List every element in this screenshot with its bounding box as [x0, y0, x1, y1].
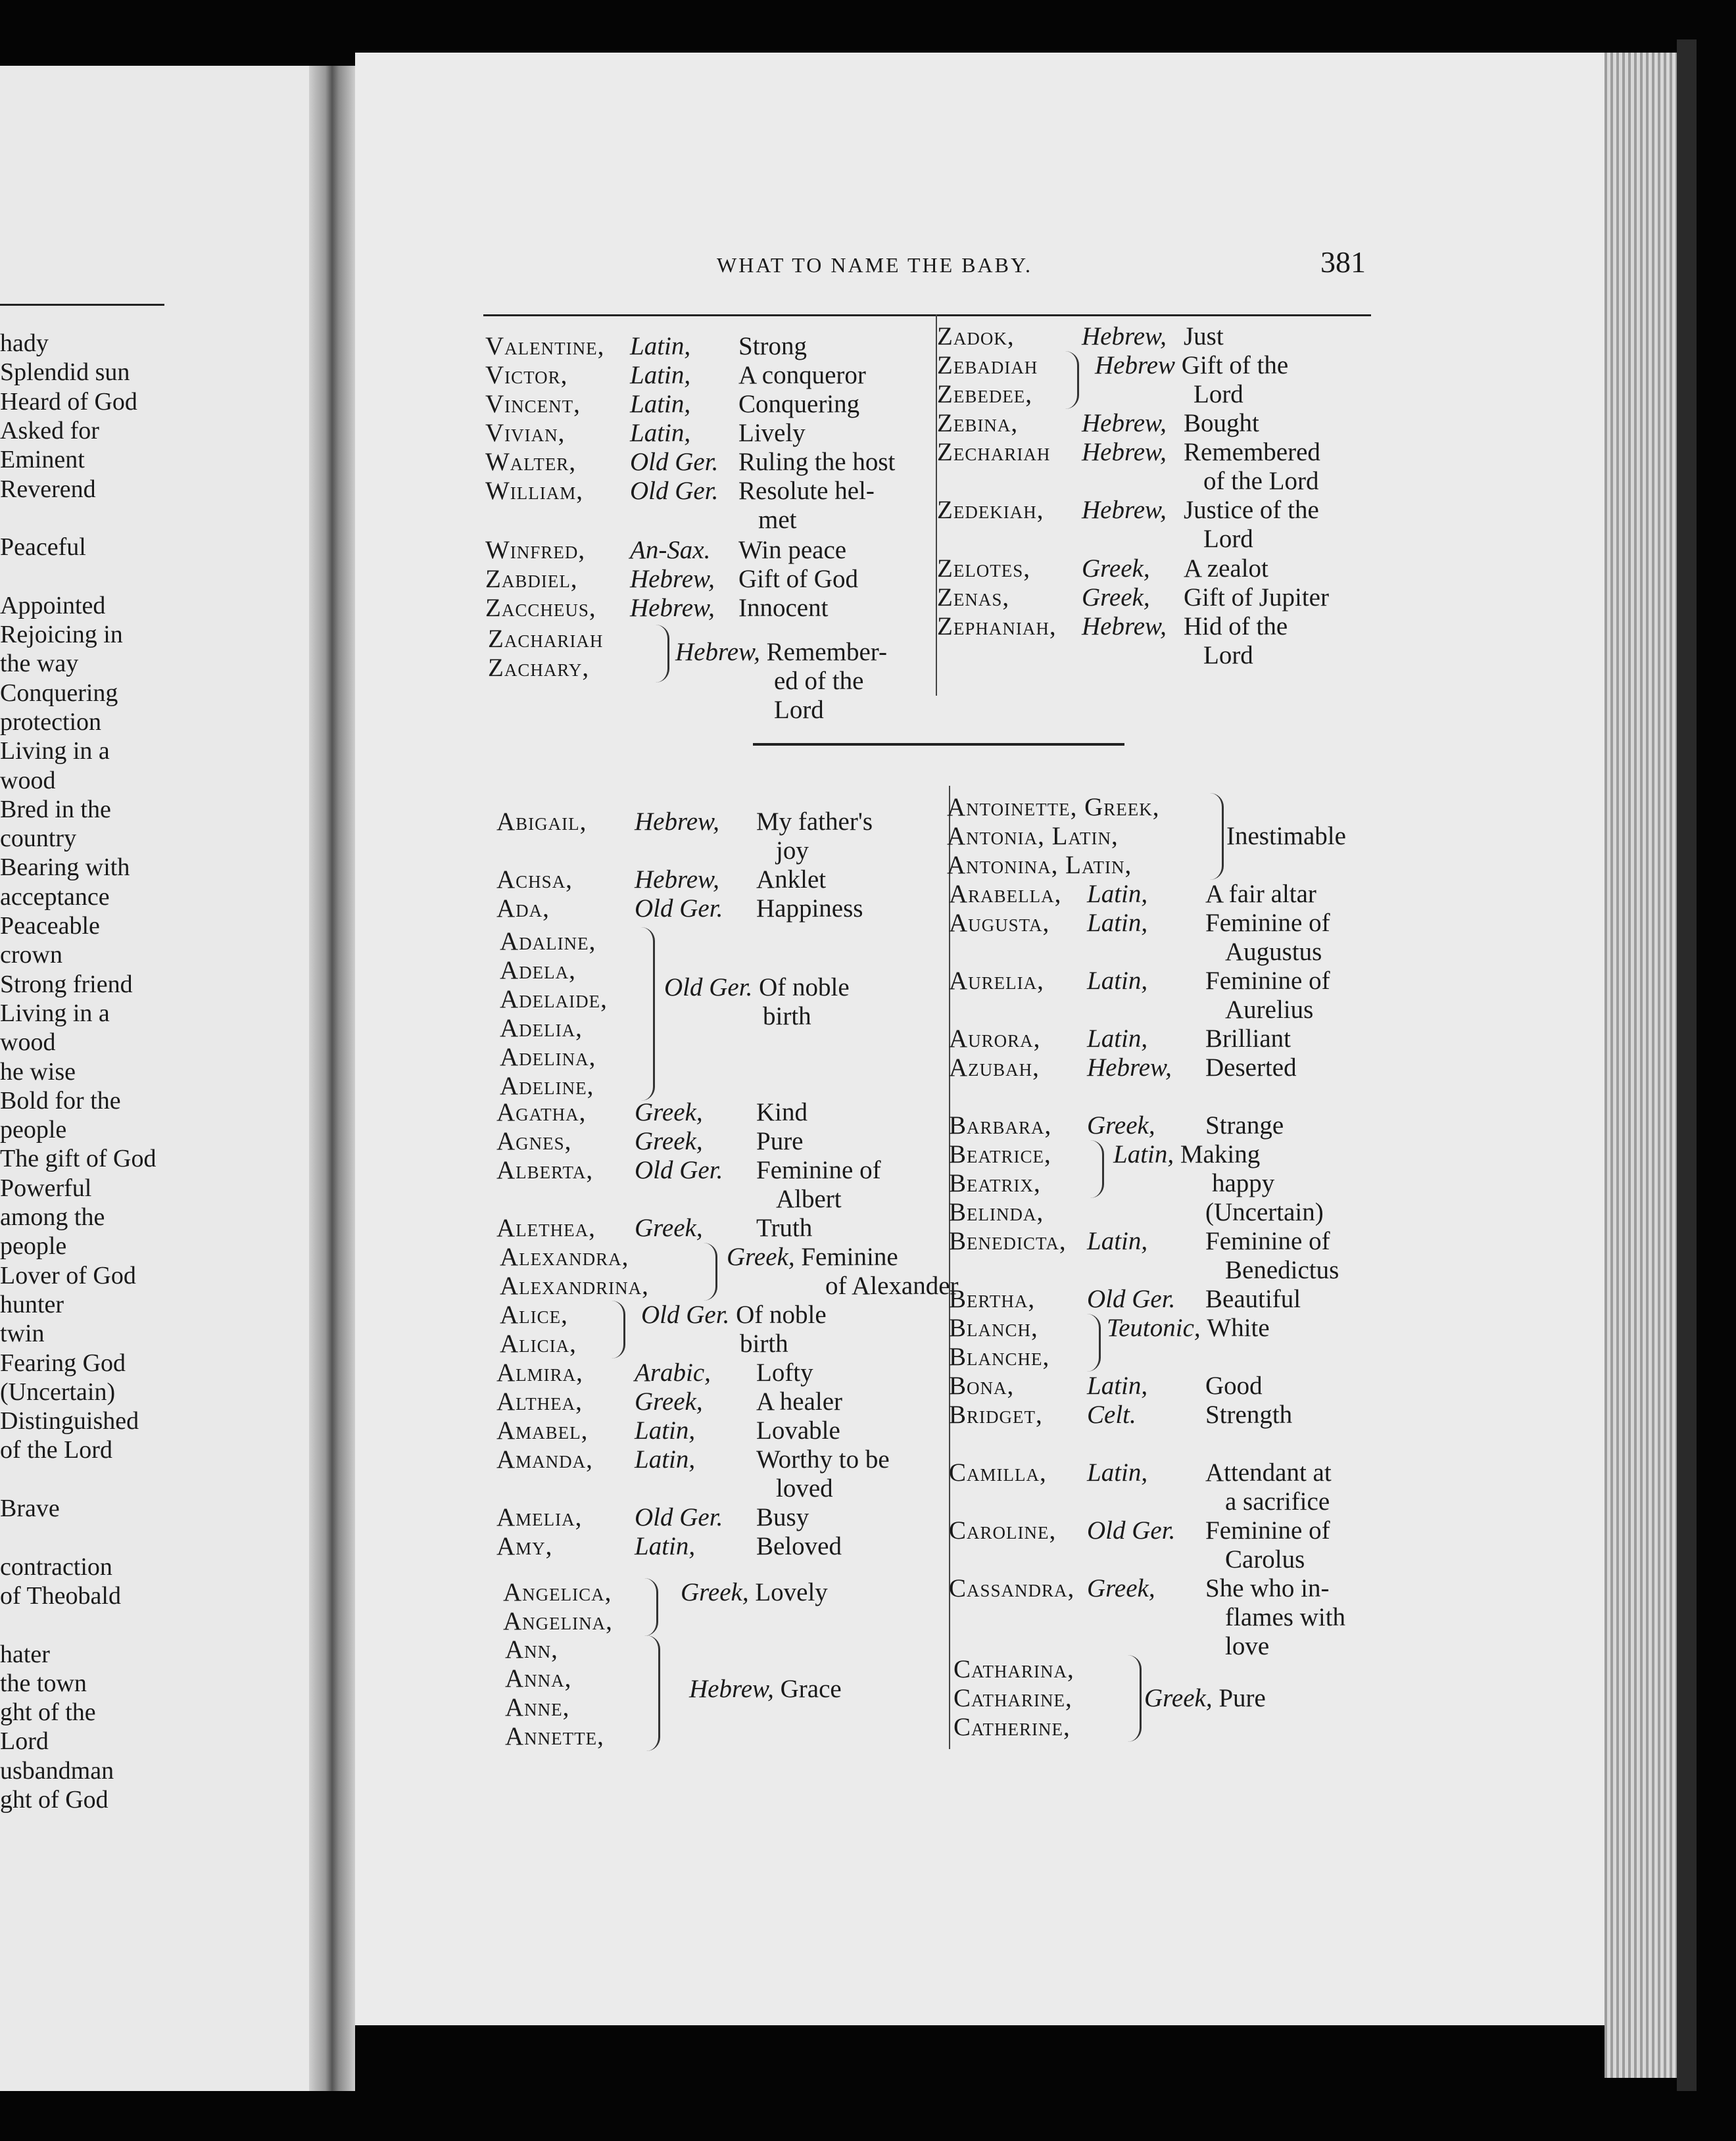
left-page-line: Strong friend: [0, 970, 133, 998]
entry-name: Vincent,: [485, 390, 581, 418]
entry-meaning: a sacrifice: [1225, 1487, 1330, 1516]
entry-origin: An-Sax.: [630, 536, 711, 564]
entry-meaning: Lord: [774, 696, 824, 724]
left-page-line: Distinguished: [0, 1407, 139, 1435]
entry-name: Amelia,: [496, 1503, 583, 1531]
entry-name: Beatrix,: [949, 1169, 1041, 1197]
left-page-line: of Theobald: [0, 1581, 121, 1610]
left-page-line: the town: [0, 1669, 87, 1697]
group-names: [505, 1635, 604, 1751]
entry-meaning: Lord: [1203, 525, 1253, 553]
left-page-line: Conquering: [0, 679, 118, 707]
brace-group: [505, 1635, 842, 1751]
entry-name: Zelotes,: [937, 554, 1031, 583]
entry-meaning: Happiness: [756, 894, 863, 923]
page-edges: [1604, 53, 1677, 2078]
group-names: [500, 927, 608, 1101]
entry-meaning: Gift of God: [738, 565, 858, 593]
entry-name: Adela,: [500, 956, 576, 984]
entry-meaning: ed of the: [774, 667, 864, 695]
entry-origin: Greek,: [1087, 1574, 1155, 1602]
entry-meaning: Lord: [1194, 380, 1243, 408]
entry-name: Amabel,: [496, 1416, 589, 1445]
entry-origin: Latin,: [630, 332, 691, 360]
entry-meaning: Remember-: [766, 638, 887, 666]
left-page-line: Lord: [0, 1727, 49, 1756]
entry-name: Agatha,: [496, 1098, 587, 1126]
left-page-line: acceptance: [0, 882, 110, 911]
entry-origin: Hebrew,: [630, 565, 715, 593]
left-page-line: Fearing God: [0, 1349, 126, 1377]
entry-meaning: Resolute hel-: [738, 477, 875, 505]
brace-glyph: [1087, 1314, 1101, 1372]
entry-name: Angelina,: [503, 1607, 613, 1635]
entry-origin: Hebrew,: [1082, 409, 1167, 437]
entry-name: Zechariah: [937, 438, 1051, 466]
brace-glyph: [644, 1578, 658, 1636]
left-page-line: Brave: [0, 1495, 60, 1522]
entry-origin: Hebrew,: [1087, 1053, 1172, 1082]
entry-name: Zenas,: [937, 583, 1010, 612]
left-page-line: Living in a: [0, 737, 110, 765]
brace-glyph: [656, 625, 669, 683]
group-names: [500, 1243, 649, 1301]
left-page-line: Bearing with: [0, 854, 130, 882]
entry-meaning: Albert: [776, 1185, 842, 1213]
entry-origin: Latin,: [630, 390, 691, 418]
entry-meaning: Beautiful: [1205, 1285, 1301, 1313]
entry-origin: Latin,: [1087, 1227, 1148, 1255]
entry-origin: Old Ger.: [630, 448, 719, 476]
brace-group: [488, 625, 887, 724]
entry-name: Anne,: [505, 1693, 570, 1721]
entry-meaning: Worthy to be: [756, 1445, 890, 1474]
entry-meaning: Pure: [756, 1127, 804, 1155]
entry-meaning: Pure: [1218, 1684, 1266, 1712]
entry-origin: Old Ger.: [1087, 1516, 1176, 1545]
page-number: 381: [1320, 245, 1366, 279]
left-page-line: Appointed: [0, 591, 106, 619]
entry-origin: Greek,: [727, 1243, 802, 1271]
entry-origin: Latin,: [1087, 967, 1148, 995]
entry-name: Agnes,: [496, 1127, 572, 1155]
entry-name: Aurelia,: [949, 967, 1044, 995]
left-page-line: usbandman: [0, 1756, 114, 1785]
entry-meaning: Feminine of: [1205, 1516, 1330, 1545]
brace-group: [949, 1314, 1270, 1372]
entry-meaning: of the Lord: [1203, 467, 1319, 495]
entry-origin: Latin,: [1087, 909, 1148, 937]
entry-name: Zedekiah,: [937, 496, 1044, 524]
entry-origin: Old Ger.: [635, 1156, 723, 1184]
entry-meaning: A conqueror: [738, 361, 866, 389]
entry-name: Winfred,: [485, 536, 586, 564]
entry-meaning: Beloved: [756, 1532, 842, 1560]
group-meaning: [1095, 351, 1288, 409]
entry-name: Zadok,: [937, 322, 1015, 350]
entry-origin: Greek,: [635, 1214, 703, 1242]
entry-name: Zephaniah,: [937, 612, 1057, 640]
group-names: [488, 625, 603, 683]
entry-meaning: Anklet: [756, 865, 827, 894]
entry-meaning: Just: [1184, 322, 1224, 350]
group-names: [947, 793, 1160, 880]
entry-meaning: A healer: [756, 1387, 843, 1416]
left-page-line: hady: [0, 329, 49, 357]
left-page-line: (Uncertain): [0, 1378, 116, 1406]
entry-name: Bona,: [949, 1372, 1015, 1400]
left-page: [0, 66, 309, 2091]
entry-meaning: happy: [1212, 1169, 1275, 1197]
brace-group: [500, 1243, 959, 1301]
entry-name: Alexandrina,: [500, 1272, 649, 1300]
left-page-line: Heard of God: [0, 387, 137, 416]
entry-origin: Greek,: [635, 1387, 703, 1416]
entry-name: Valentine,: [485, 332, 605, 360]
left-page-line: Peaceable: [0, 912, 100, 940]
left-page-line: contraction: [0, 1552, 112, 1581]
left-page-line: protection: [0, 708, 102, 736]
entry-name: Benedicta,: [949, 1227, 1067, 1255]
entry-meaning: Brilliant: [1205, 1024, 1291, 1053]
entry-name: Adelina,: [500, 1043, 596, 1071]
entry-name: Catherine,: [953, 1713, 1071, 1741]
entry-origin: Greek,: [1144, 1684, 1219, 1712]
entry-meaning: A zealot: [1184, 554, 1268, 583]
entry-name: Abigail,: [496, 807, 587, 836]
entry-origin: Latin,: [635, 1416, 696, 1445]
left-page-line: hunter: [0, 1290, 64, 1318]
entry-name: Cassandra,: [949, 1574, 1075, 1602]
brace-group: [500, 1301, 827, 1359]
group-meaning: [664, 973, 850, 1031]
entry-name: Antonina, Latin,: [947, 851, 1132, 879]
entry-name: Almira,: [496, 1359, 583, 1387]
entry-meaning: White: [1207, 1314, 1270, 1342]
entry-origin: Old Ger.: [635, 1503, 723, 1531]
entry-origin: Latin,: [630, 361, 691, 389]
group-meaning: [675, 638, 887, 725]
entry-name: Annette,: [505, 1722, 604, 1750]
entry-name: Bertha,: [949, 1285, 1036, 1313]
left-page-line: country: [0, 825, 77, 853]
entry-meaning: Lofty: [756, 1359, 813, 1387]
brace-group: [503, 1578, 828, 1636]
left-page-line: ght of the: [0, 1698, 96, 1727]
entry-name: Zebina,: [937, 409, 1019, 437]
group-names: [949, 1140, 1051, 1198]
group-names: [953, 1655, 1074, 1742]
entry-meaning: Innocent: [738, 594, 829, 622]
group-meaning: [681, 1578, 828, 1607]
group-names: [503, 1578, 613, 1636]
entry-origin: Hebrew,: [1082, 612, 1167, 640]
entry-origin: Latin,: [1087, 1458, 1148, 1487]
entry-origin: Old Ger.: [635, 894, 723, 923]
left-page-line: he wise: [0, 1057, 76, 1086]
entry-meaning: Lively: [738, 419, 806, 447]
entry-meaning: Gift of the: [1181, 351, 1289, 379]
entry-name: Victor,: [485, 361, 568, 389]
left-page-line: Asked for: [0, 416, 99, 445]
entry-origin: Teutonic,: [1107, 1314, 1207, 1342]
entry-meaning: Strength: [1205, 1401, 1293, 1429]
entry-origin: Latin,: [630, 419, 691, 447]
entry-meaning: Good: [1205, 1372, 1263, 1400]
left-page-line: Eminent: [0, 446, 85, 474]
entry-origin: Old Ger.: [630, 477, 719, 505]
entry-meaning: Remembered: [1184, 438, 1320, 466]
brace-glyph: [612, 1301, 625, 1359]
entry-name: Alethea,: [496, 1214, 596, 1242]
entry-meaning: Augustus: [1225, 938, 1322, 966]
entry-name: Adeline,: [500, 1072, 594, 1100]
entry-name: Blanche,: [949, 1343, 1050, 1371]
brace-glyph: [641, 927, 655, 1101]
entry-meaning: Benedictus: [1225, 1256, 1339, 1284]
entry-meaning: Conquering: [738, 390, 860, 418]
entry-meaning: A fair altar: [1205, 880, 1316, 908]
left-page-line: Living in a: [0, 999, 110, 1027]
entry-meaning: Feminine: [801, 1243, 898, 1271]
group-names: [949, 1314, 1049, 1372]
entry-name: Zabdiel,: [485, 565, 578, 593]
entry-name: Amy,: [496, 1532, 553, 1560]
group-meaning: [689, 1675, 842, 1704]
entry-meaning: Lovely: [755, 1578, 828, 1606]
entry-meaning: My father's: [756, 807, 873, 836]
header-rule: [483, 314, 1371, 316]
left-page-line: people: [0, 1232, 67, 1261]
entry-name: Ada,: [496, 894, 550, 923]
entry-meaning: Strange: [1205, 1111, 1284, 1140]
entry-meaning: Attendant at: [1205, 1458, 1332, 1487]
entry-meaning: Of noble: [736, 1301, 827, 1329]
entry-meaning: Feminine of: [1205, 967, 1330, 995]
entry-name: Angelica,: [503, 1578, 612, 1606]
entry-meaning: Bought: [1184, 409, 1259, 437]
group-meaning: [727, 1243, 959, 1301]
entry-name: Anna,: [505, 1664, 572, 1693]
left-page-line: wood: [0, 766, 56, 794]
entry-origin: Latin,: [1087, 1372, 1148, 1400]
entry-meaning: Aurelius: [1225, 996, 1314, 1024]
entry-name: William,: [485, 477, 584, 505]
left-page-line: of the Lord: [0, 1436, 112, 1464]
entry-origin: Celt.: [1087, 1401, 1136, 1429]
entry-meaning: Ruling the host: [738, 448, 896, 476]
entry-origin: Hebrew,: [1082, 322, 1167, 350]
left-page-line: Reverend: [0, 475, 96, 503]
entry-name: Barbara,: [949, 1111, 1052, 1140]
entry-meaning: met: [758, 506, 797, 534]
brace-glyph: [1090, 1140, 1104, 1198]
entry-meaning: flames with: [1225, 1603, 1346, 1631]
entry-origin: Greek,: [635, 1127, 703, 1155]
entry-meaning: Hid of the: [1184, 612, 1288, 640]
entry-origin: Hebrew: [1095, 351, 1182, 379]
brace-group: [937, 351, 1289, 409]
brace-glyph: [646, 1635, 660, 1751]
entry-meaning: Truth: [756, 1214, 813, 1242]
left-page-line: Splendid sun: [0, 358, 130, 387]
entry-meaning: Feminine of: [756, 1156, 881, 1184]
group-meaning: [1226, 822, 1346, 851]
entry-origin: Hebrew,: [630, 594, 715, 622]
entry-name: Augusta,: [949, 909, 1050, 937]
entry-origin: Hebrew,: [675, 638, 767, 666]
entry-meaning: Deserted: [1205, 1053, 1297, 1082]
entry-origin: Old Ger.: [1087, 1285, 1176, 1313]
group-names: [937, 351, 1038, 409]
left-page-line: crown: [0, 941, 62, 969]
entry-name: Caroline,: [949, 1516, 1057, 1545]
entry-meaning: Of noble: [759, 973, 850, 1001]
entry-name: Camilla,: [949, 1458, 1047, 1487]
entry-name: Catharina,: [953, 1655, 1074, 1683]
entry-meaning: Strong: [738, 332, 808, 360]
entry-name: Belinda,: [949, 1198, 1044, 1226]
entry-name: Blanch,: [949, 1314, 1038, 1342]
left-page-line: people: [0, 1116, 67, 1144]
left-page-line: Rejoicing in: [0, 621, 123, 648]
entry-origin: Hebrew,: [1082, 438, 1167, 466]
entry-name: Zebadiah: [937, 351, 1038, 379]
entry-meaning: Grace: [780, 1675, 842, 1703]
brace-glyph: [1065, 351, 1079, 409]
left-page-line: Lover of God: [0, 1261, 136, 1289]
entry-meaning: Lovable: [756, 1416, 840, 1445]
entry-meaning: Inestimable: [1226, 822, 1346, 850]
entry-name: Zachary,: [488, 654, 590, 682]
entry-meaning: loved: [776, 1474, 833, 1503]
left-page-line: Peaceful: [0, 533, 86, 562]
left-page-line: twin: [0, 1320, 45, 1348]
entry-meaning: Busy: [756, 1503, 809, 1531]
entry-name: Vivian,: [485, 419, 566, 447]
entry-name: Adaline,: [500, 927, 596, 955]
brace-glyph: [704, 1243, 717, 1301]
entry-origin: Hebrew,: [1082, 496, 1167, 524]
left-page-line: Bold for the: [0, 1086, 121, 1115]
entry-meaning: Win peace: [738, 536, 847, 564]
entry-meaning: birth: [763, 1002, 811, 1030]
entry-meaning: joy: [776, 836, 809, 865]
left-page-line: among the: [0, 1203, 105, 1231]
entry-origin: Latin,: [1087, 880, 1148, 908]
entry-meaning: of Alexander: [825, 1272, 959, 1300]
entry-name: Althea,: [496, 1387, 583, 1416]
entry-name: Alexandra,: [500, 1243, 629, 1271]
entry-name: Arabella,: [949, 880, 1062, 908]
left-page-rule: [0, 304, 164, 306]
left-page-line: The gift of God: [0, 1145, 157, 1173]
section-divider: [753, 743, 1124, 746]
entry-name: Zebedee,: [937, 380, 1033, 408]
left-page-line: ght of God: [0, 1786, 108, 1814]
entry-meaning: birth: [740, 1330, 788, 1358]
entry-meaning: Lord: [1203, 641, 1253, 669]
book-gutter: [309, 66, 355, 2091]
entry-origin: Hebrew,: [689, 1675, 781, 1703]
entry-meaning: Feminine of: [1205, 1227, 1330, 1255]
entry-name: Antonia, Latin,: [947, 822, 1119, 850]
left-page-line: hater: [0, 1640, 50, 1668]
entry-meaning: Carolus: [1225, 1545, 1305, 1574]
group-names: [500, 1301, 577, 1359]
entry-name: Aurora,: [949, 1024, 1041, 1053]
entry-meaning: Feminine of: [1205, 909, 1330, 937]
entry-meaning: (Uncertain): [1205, 1198, 1324, 1226]
left-page-line: Powerful: [0, 1174, 92, 1202]
entry-origin: Old Ger.: [641, 1301, 736, 1329]
entry-name: Zaccheus,: [485, 594, 596, 622]
book-cover-edge: [1677, 39, 1697, 2091]
entry-meaning: Gift of Jupiter: [1184, 583, 1329, 612]
brace-glyph: [1128, 1655, 1142, 1742]
entry-name: Alice,: [500, 1301, 568, 1329]
entry-name: Zachariah: [488, 625, 604, 653]
entry-name: Achsa,: [496, 865, 573, 894]
brace-group: [500, 927, 850, 1101]
left-page-line: the way: [0, 650, 79, 678]
brace-group: [953, 1655, 1266, 1742]
entry-origin: Old Ger.: [664, 973, 760, 1001]
entry-meaning: Justice of the: [1184, 496, 1319, 524]
entry-origin: Latin,: [1113, 1140, 1180, 1168]
entry-origin: Latin,: [635, 1532, 696, 1560]
group-meaning: [1113, 1140, 1274, 1198]
entry-name: Bridget,: [949, 1401, 1043, 1429]
entry-name: Catharine,: [953, 1684, 1073, 1712]
brace-glyph: [1210, 793, 1224, 880]
running-head: WHAT TO NAME THE BABY.: [717, 253, 1032, 277]
entry-origin: Latin,: [635, 1445, 696, 1474]
entry-origin: Hebrew,: [635, 865, 719, 894]
brace-group: [949, 1140, 1275, 1198]
entry-name: Azubah,: [949, 1053, 1040, 1082]
entry-origin: Greek,: [681, 1578, 756, 1606]
entry-origin: Latin,: [1087, 1024, 1148, 1053]
entry-name: Adelia,: [500, 1014, 583, 1042]
entry-origin: Greek,: [635, 1098, 703, 1126]
left-page-line: wood: [0, 1028, 56, 1057]
entry-meaning: Kind: [756, 1098, 808, 1126]
entry-meaning: Making: [1180, 1140, 1261, 1168]
entry-name: Alicia,: [500, 1330, 577, 1358]
group-meaning: [641, 1301, 827, 1359]
entry-origin: Arabic,: [635, 1359, 711, 1387]
entry-name: Adelaide,: [500, 985, 608, 1013]
entry-meaning: She who in-: [1205, 1574, 1330, 1602]
entry-origin: Greek,: [1087, 1111, 1155, 1140]
entry-name: Amanda,: [496, 1445, 593, 1474]
left-page-line: Bred in the: [0, 795, 111, 823]
entry-meaning: love: [1225, 1632, 1270, 1660]
entry-origin: Greek,: [1082, 583, 1150, 612]
entry-name: Ann,: [505, 1635, 558, 1664]
entry-name: Antoinette, Greek,: [947, 793, 1160, 821]
entry-origin: Greek,: [1082, 554, 1150, 583]
entry-name: Alberta,: [496, 1156, 594, 1184]
group-meaning: [1144, 1684, 1266, 1713]
entry-name: Walter,: [485, 448, 577, 476]
entry-name: Beatrice,: [949, 1140, 1051, 1168]
brace-group: [947, 793, 1346, 880]
group-meaning: [1107, 1314, 1270, 1343]
entry-origin: Hebrew,: [635, 807, 719, 836]
